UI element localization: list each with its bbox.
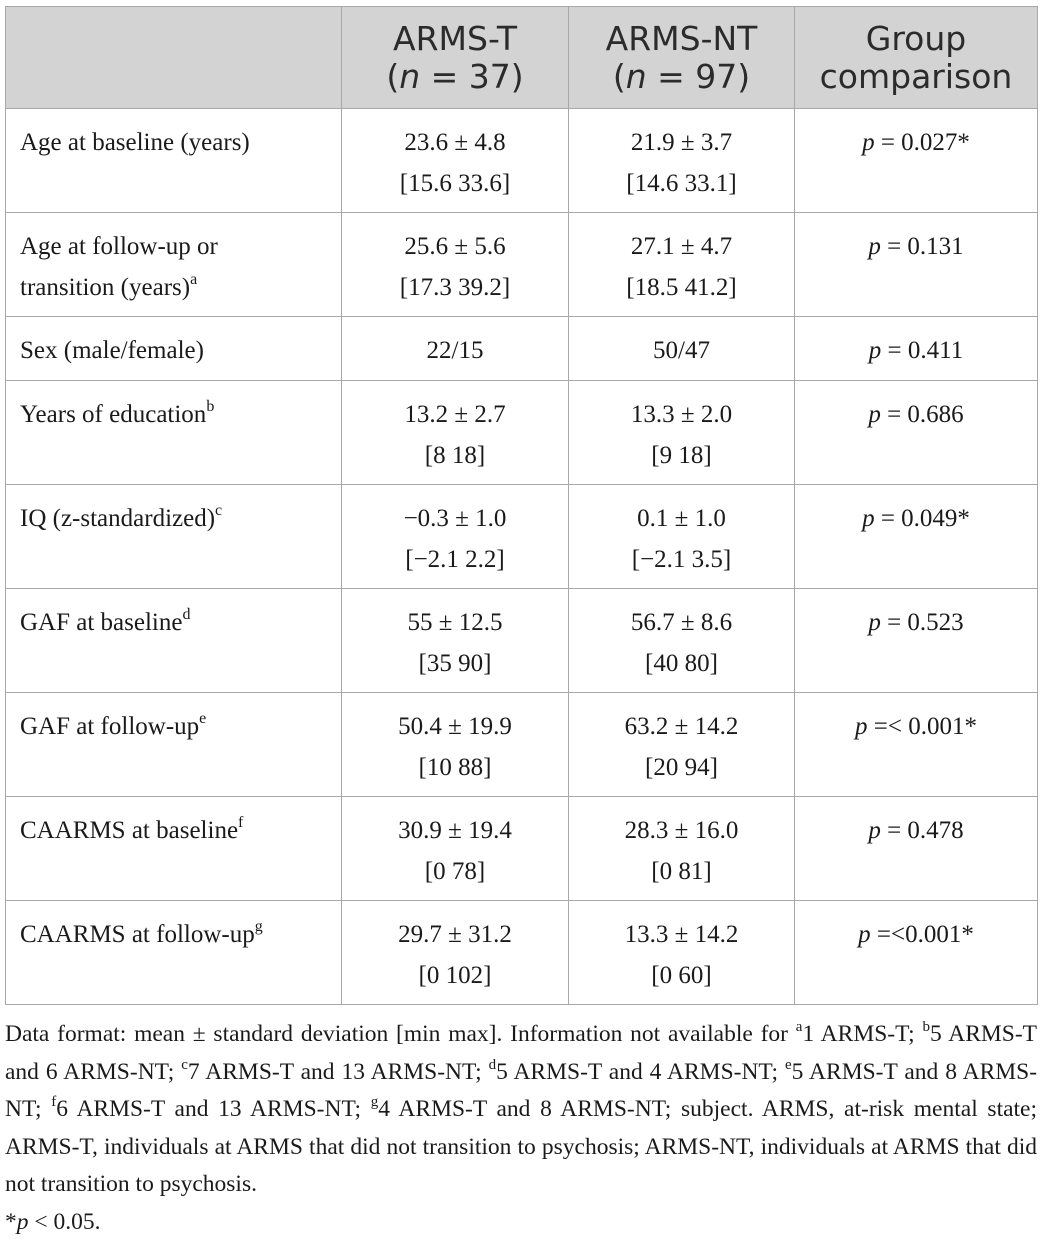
arms-nt-cell: 13.3 ± 14.2 [0 60] [569,901,795,1005]
significance-note: *p < 0.05. [5,1208,101,1235]
table-row-gaf-baseline [6,589,1038,693]
table-footnotes [5,1016,1037,1241]
table-row-caarms-followup [6,901,1038,1005]
header-arms-t [342,7,569,109]
row-label: GAF at follow-$up^e$ [6,693,342,797]
arms-t-cell: 22/15 [342,317,569,381]
arms-t-cell: −0.3 ± 1.0 [−2.1 2.2] [342,485,569,589]
arms-nt-cell: 27.1 ± 4.7 [18.5 41.2] [569,213,795,317]
p-value-cell: p =< 0.001* [795,693,1038,797]
row-label: Years of education$^b$ [6,381,342,485]
p-value-cell: p = 0.686 [795,381,1038,485]
header-arms-t-name: ARMS-T [393,18,517,58]
row-label: Age at baseline (years) [6,109,342,213]
footnote-paragraph: Data format: mean ± standard deviation [min max]. Information not available for $^a$1 ARMS-T; $^b$5 ARMS-T and 6 ARMS-NT; $^c$7 ARMS-T and 13 ARMS-NT; $^d$5 ARMS-T and 4 ARMS-NT; $^e$5 ARMS-T and 8 ARMS-NT; $^f$6 ARMS-T and 13 ARMS-NT; $^g$4 ARMS-T and 8 ARMS-NT; subject. ARMS, at-risk mental state; ARMS-T, individuals at ARMS that did not transition to psychosis; ARMS-NT, individuals at ARMS that did not transition to psychosis. [5,1019,1038,1197]
p-value-cell: p = 0.478 [795,797,1038,901]
row-label: GAF at baseline$^d$ [6,589,342,693]
arms-nt-cell: 63.2 ± 14.2 [20 94] [569,693,795,797]
header-empty [6,7,342,109]
p-value-cell: p =<0.001* [795,901,1038,1005]
arms-nt-cell: 13.3 ± 2.0 [9 18] [569,381,795,485]
characteristics-table [5,6,1038,1005]
header-row [6,7,1038,109]
p-value-cell: p = 0.027* [795,109,1038,213]
p-value-cell: p = 0.049* [795,485,1038,589]
arms-t-cell: 50.4 ± 19.9 [10 88] [342,693,569,797]
arms-nt-cell: 56.7 ± 8.6 [40 80] [569,589,795,693]
table-row-education [6,381,1038,485]
row-label: Age at follow-up or transition (years)$^a$ [6,213,342,317]
table-container [5,6,1037,1005]
table-row-caarms-baseline [6,797,1038,901]
row-label: CAARMS at baseline$^f$ [6,797,342,901]
arms-nt-cell: 0.1 ± 1.0 [−2.1 3.5] [569,485,795,589]
arms-t-cell: 30.9 ± 19.4 [0 78] [342,797,569,901]
p-value-cell: p = 0.523 [795,589,1038,693]
header-group-comparison: Group comparison [795,7,1038,109]
header-arms-nt-n: (n = 97) [612,56,751,96]
row-label: Sex (male/female) [6,317,342,381]
table-row-age-baseline [6,109,1038,213]
table-row-sex [6,317,1038,381]
arms-nt-cell: 21.9 ± 3.7 [14.6 33.1] [569,109,795,213]
arms-t-cell: 23.6 ± 4.8 [15.6 33.6] [342,109,569,213]
row-label: IQ (z-standardized)$^c$ [6,485,342,589]
arms-t-cell: 29.7 ± 31.2 [0 102] [342,901,569,1005]
table-row-age-followup [6,213,1038,317]
arms-t-cell: 13.2 ± 2.7 [8 18] [342,381,569,485]
arms-t-cell: 25.6 ± 5.6 [17.3 39.2] [342,213,569,317]
header-arms-nt-name: ARMS-NT [605,18,758,58]
table-row-iq [6,485,1038,589]
arms-nt-cell: 50/47 [569,317,795,381]
header-arms-t-n: (n = 37) [386,56,524,96]
arms-t-cell: 55 ± 12.5 [35 90] [342,589,569,693]
p-value-cell: p = 0.411 [795,317,1038,381]
arms-nt-cell: 28.3 ± 16.0 [0 81] [569,797,795,901]
p-value-cell: p = 0.131 [795,213,1038,317]
table-row-gaf-followup [6,693,1038,797]
header-arms-nt [569,7,795,109]
row-label: CAARMS at follow-$up^g$ [6,901,342,1005]
